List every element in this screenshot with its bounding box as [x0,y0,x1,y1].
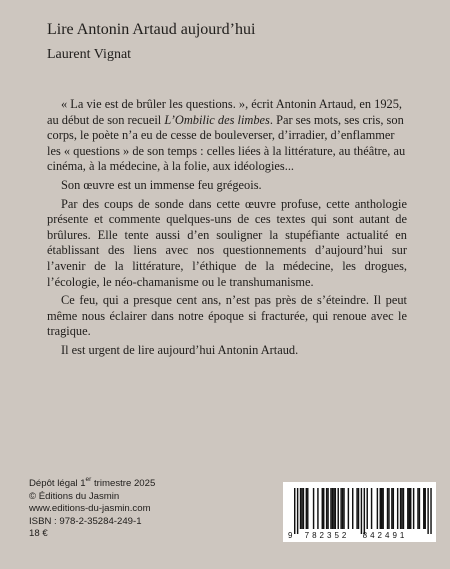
barcode-left-group: 782352 [304,531,350,540]
blurb-paragraph-4: Ce feu, qui a presque cent ans, n’est pas près de s’éteindre. Il peut même nous éclairer dans notre époque si fracturée, qui renoue avec le tragique. [47,293,407,339]
legal-deposit-suffix: trimestre 2025 [91,478,156,489]
barcode-bar [301,488,302,529]
barcode-bar [330,488,331,529]
barcode-bar [327,488,328,529]
barcode-bar [307,488,308,529]
barcode-bar [348,488,349,529]
barcode-graphic [283,482,436,542]
barcode-bar [342,488,343,529]
barcode-bar [300,488,301,529]
blurb-paragraph-3: Par des coups de sonde dans cette œuvre profuse, cette anthologie présente et commente quelques-uns de ces textes qui sont autant de brûlures. Elle tente aussi d’en souligner la stupéfiante actualité en établissant des liens avec nos questionnements d’aujourd’hui sur l’avenir de la littérature, l’éthique de la médecine, les drogues, l’écologie, le néo-chamanisme ou le transhumanisme. [47,196,407,289]
barcode-bar [400,488,401,529]
barcode-bar [313,488,314,529]
isbn: ISBN : 978-2-35284-249-1 [29,515,142,527]
barcode-bar [294,488,295,534]
barcode-bar [322,488,323,529]
blurb-p1-work-title: L’Ombilic des limbes [164,112,270,127]
barcode-bar [388,488,389,529]
barcode-bar [423,488,424,529]
legal-deposit-ordinal: er [85,476,92,484]
barcode-bar [425,488,426,529]
book-title: Lire Antonin Artaud aujourd’hui [47,21,256,38]
back-cover-blurb [47,97,407,362]
barcode-bar [306,488,307,529]
barcode-right-group: 842491 [362,531,408,540]
blurb-paragraph-1 [47,97,407,175]
barcode-bar [381,488,382,529]
barcode-bar [332,488,333,529]
price: 18 € [29,528,48,540]
barcode-bar [352,488,353,529]
barcode-bar [403,488,404,529]
blurb-paragraph-5: Il est urgent de lire aujourd’hui Antonin Artaud. [61,342,299,357]
barcode-bar [340,488,341,529]
barcode-bar [417,488,418,529]
barcode-bar [407,488,408,529]
barcode-bar [364,488,365,534]
barcode-bar [397,488,398,529]
barcode-bar [361,488,362,534]
barcode-bar [427,488,428,534]
barcode [283,482,436,542]
barcode-bar [371,488,372,529]
barcode-bar [401,488,402,529]
publisher-website: www.editions-du-jasmin.com [29,503,151,515]
barcode-bar [413,488,414,529]
barcode-bar [387,488,388,529]
barcode-bar [326,488,327,529]
barcode-bar [356,488,357,529]
barcode-bar [303,488,304,529]
blurb-p1-text-b: . Par ses mots, ses cris, son corps, le poète n’a eu de cesse de bouleverser, d’irradier, d’enflammer les « questions » de son temps : celles liées à la littérature, au théâtre, au cinéma, à la médecine, à la folie, aux idéologies... [47,112,406,174]
barcode-bar [393,488,394,529]
legal-info [29,478,155,541]
barcode-bar [382,488,383,529]
book-author: Laurent Vignat [47,47,132,62]
barcode-bar [391,488,392,529]
barcode-bars [294,488,432,534]
barcode-bar [358,488,359,529]
barcode-bar [297,488,298,534]
barcode-bar [377,488,378,529]
publisher-name: © Éditions du Jasmin [29,490,120,502]
barcode-bar [410,488,411,529]
barcode-bar [333,488,334,529]
legal-deposit [29,478,155,491]
blurb-paragraph-2: Son œuvre est un immense feu grégeois. [61,177,262,192]
barcode-bar [317,488,318,529]
barcode-bar [323,488,324,529]
barcode-bar [338,488,339,529]
barcode-bar [335,488,336,529]
legal-deposit-prefix: Dépôt légal 1 [29,478,86,489]
barcode-bar [367,488,368,529]
barcode-bar [409,488,410,529]
blurb-p1-text-a: « La vie est de brûler les questions. », écrit Antonin Artaud, en 1925, au début de son recueil [47,97,403,127]
barcode-bar [343,488,344,529]
barcode-bar [430,488,431,534]
barcode-bar [419,488,420,529]
barcode-bar [380,488,381,529]
barcode-first-digit: 9 [288,531,293,540]
